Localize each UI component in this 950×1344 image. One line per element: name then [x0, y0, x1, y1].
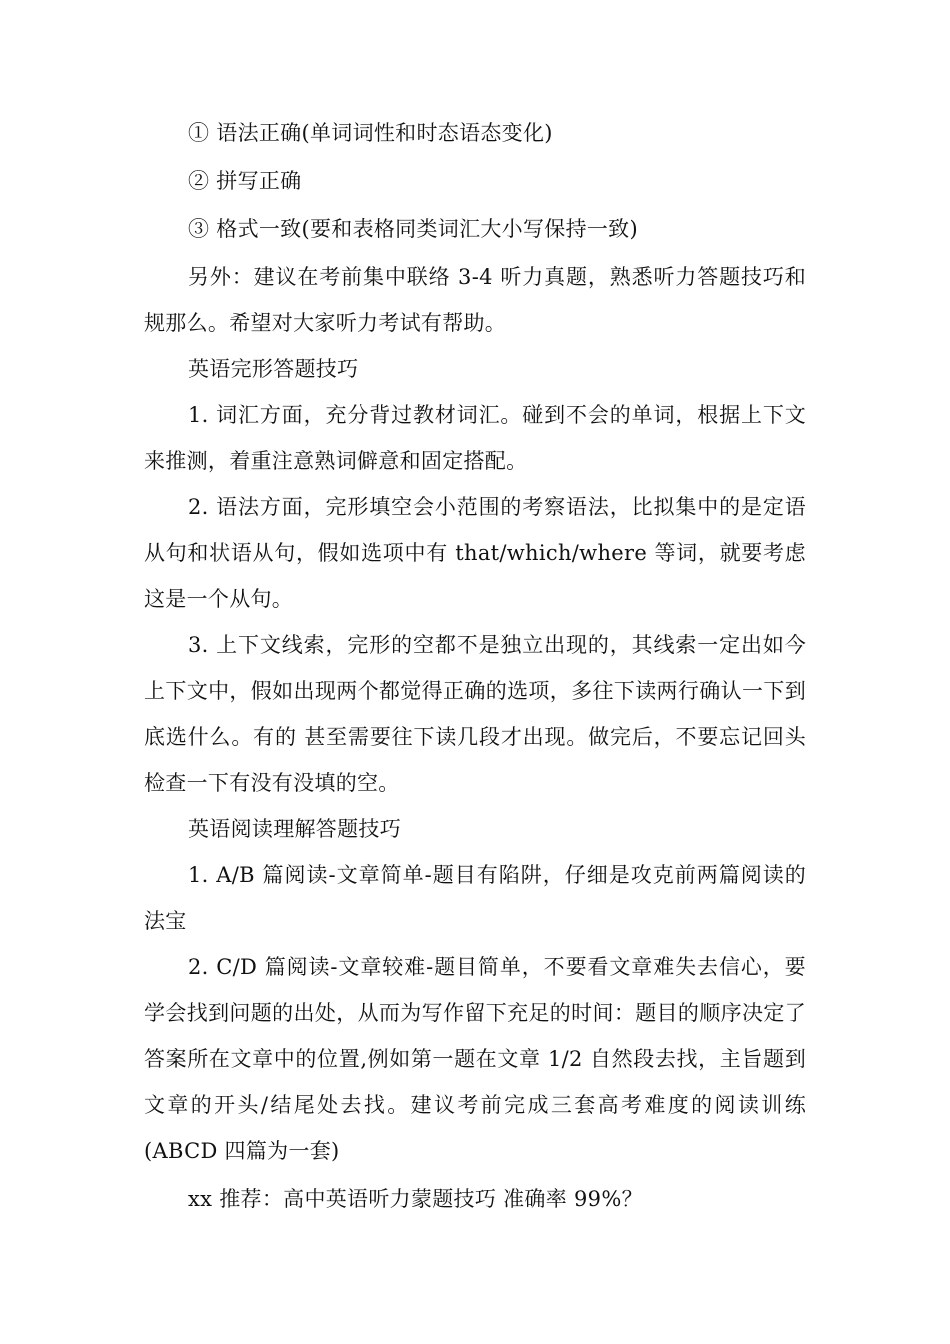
- paragraph-cloze-grammar: 2. 语法方面，完形填空会小范围的考察语法，比拟集中的是定语从句和状语从句，假如选项中有 that/which/where 等词，就要考虑这是一个从句。: [144, 495, 806, 611]
- paragraph-spelling-correct: ② 拼写正确: [188, 169, 302, 193]
- heading-reading-tips: 英语阅读理解答题技巧: [188, 817, 401, 841]
- paragraph-cloze-context: 3. 上下文线索，完形的空都不是独立出现的，其线索一定出如今上下文中，假如出现两个都觉得正确的选项，多往下读两行确认一下到底选什么。有的 甚至需要往下读几段才出现。做完后，不要忘记回头检查一下有没有没填的空。: [144, 633, 806, 795]
- paragraph-format-consistent: ③ 格式一致(要和表格同类词汇大小写保持一致): [188, 217, 638, 241]
- paragraph-grammar-correct: ① 语法正确(单词词性和时态语态变化): [188, 121, 553, 145]
- heading-cloze-tips: 英语完形答题技巧: [188, 357, 359, 381]
- paragraph-cloze-vocabulary: 1. 词汇方面，充分背过教材词汇。碰到不会的单词，根据上下文来推测，着重注意熟词僻意和固定搭配。: [144, 403, 806, 473]
- paragraph-reading-cd: 2. C/D 篇阅读-文章较难-题目简单，不要看文章难失去信心，要学会找到问题的出处，从而为写作留下充足的时间：题目的顺序决定了答案所在文章中的位置,例如第一题在文章 1/2 自然段去找，主旨题到文章的开头/结尾处去找。建议考前完成三套高考难度的阅读训练(ABCD 四篇为一套): [144, 955, 806, 1163]
- document-body: [144, 110, 806, 1222]
- paragraph-reading-ab: 1. A/B 篇阅读-文章简单-题目有陷阱，仔细是攻克前两篇阅读的法宝: [144, 863, 806, 933]
- paragraph-listening-advice: 另外：建议在考前集中联络 3-4 听力真题，熟悉听力答题技巧和规那么。希望对大家听力考试有帮助。: [144, 265, 806, 335]
- paragraph-recommendation: xx 推荐：高中英语听力蒙题技巧 准确率 99%？: [188, 1187, 643, 1211]
